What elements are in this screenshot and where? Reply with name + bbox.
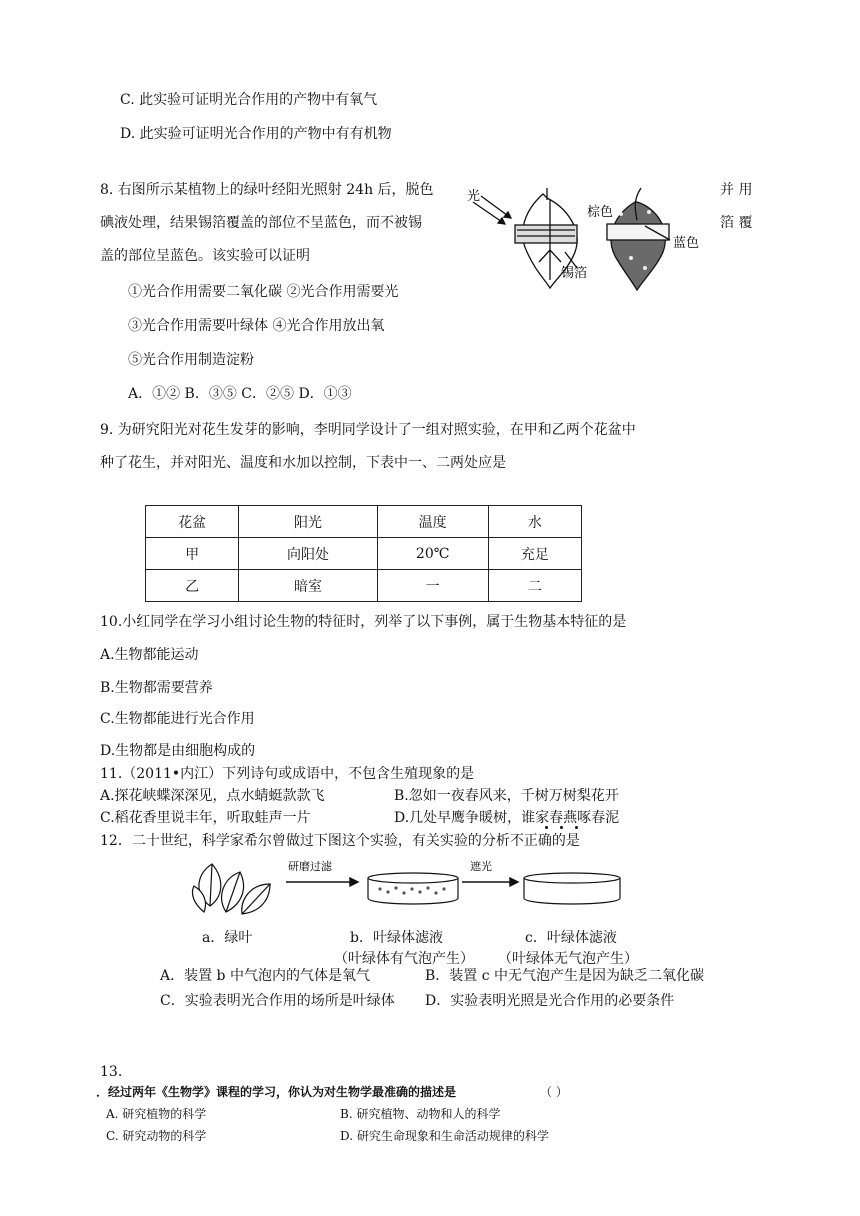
table-row	[146, 538, 582, 570]
q13-option-d: D. 研究生命现象和生命活动规律的科学	[340, 1129, 549, 1143]
table-cell: 二	[488, 570, 581, 602]
petri-dish-icon	[524, 873, 620, 904]
q7-option-c: C. 此实验可证明光合作用的产物中有氧气	[120, 92, 378, 108]
q10-option-c: C.生物都能进行光合作用	[100, 711, 255, 727]
petri-dish-bubbles-icon	[368, 873, 458, 904]
q12-option-d: D．实验表明光照是光合作用的必要条件	[425, 993, 675, 1009]
q11-option-c: C.稻花香里说丰年，听取蛙声一片	[100, 810, 311, 826]
q13-number: 13.	[100, 1064, 123, 1080]
q8-statements-2: ③光合作用需要叶绿体 ④光合作用放出氧	[128, 318, 385, 334]
stained-leaf-icon	[607, 188, 670, 290]
table-cell: 向阳处	[239, 538, 377, 570]
table-header-cell: 阳光	[239, 506, 377, 538]
table-header-cell: 温度	[377, 506, 488, 538]
q11-option-b: B.忽如一夜春风来，千树万树梨花开	[394, 788, 619, 804]
q13-option-b: B. 研究植物、动物和人的科学	[340, 1107, 501, 1121]
q13-option-a: A. 研究植物的科学	[106, 1107, 207, 1121]
hill-experiment-figure	[190, 856, 660, 924]
fig-caption-c: c．叶绿体滤液	[525, 930, 617, 946]
table-cell: 一	[377, 570, 488, 602]
table-cell: 甲	[146, 538, 239, 570]
green-leaves-icon	[192, 864, 270, 914]
q12-stem: 12．二十世纪，科学家希尔曾做过下图这个实验，有关实验的分析不正确的是	[100, 833, 580, 849]
q10-option-b: B.生物都需要营养	[100, 680, 213, 696]
q13-answer-paren: （ ）	[540, 1085, 568, 1099]
q11-option-d: D.几处早鹰争暖树，谁家春燕啄春泥	[394, 810, 620, 826]
q8-statements-1: ①光合作用需要二氧化碳 ②光合作用需要光	[128, 284, 399, 300]
emphasis-dot	[560, 826, 563, 829]
arrow-icon	[462, 878, 518, 886]
q11-stem: 11.（2011•内江）下列诗句或成语中，不包含生殖现象的是	[100, 766, 475, 782]
leaf-experiment-figure	[465, 180, 715, 295]
table-row	[146, 570, 582, 602]
table-cell: 20℃	[377, 538, 488, 570]
table-cell: 乙	[146, 570, 239, 602]
table-header-row	[146, 506, 582, 538]
q8-statements-3: ⑤光合作用制造淀粉	[128, 352, 254, 368]
fig-caption-b: b．叶绿体滤液	[350, 930, 443, 946]
q10-option-a: A.生物都能运动	[100, 647, 199, 663]
q9-stem-line1: 9. 为研究阳光对花生发芽的影响，李明同学设计了一组对照实验，在甲和乙两个花盆中	[100, 422, 636, 438]
q8-stem-line2-right: 箔 覆	[720, 215, 753, 231]
table-cell: 暗室	[239, 570, 377, 602]
q13-option-c: C. 研究动物的科学	[106, 1129, 207, 1143]
q8-stem-line1-right: 并 用	[720, 182, 753, 198]
fig-caption-b-note: （叶绿体有气泡产生）	[334, 951, 474, 967]
table-cell: 充足	[488, 538, 581, 570]
arrow-label-shade: 遮光	[470, 860, 492, 873]
q11-option-a: A.探花峡蝶深深见，点水蜻蜓款款飞	[100, 788, 325, 804]
arrow-icon	[286, 878, 358, 886]
fig-caption-a: a．绿叶	[202, 930, 253, 946]
experiment-table	[145, 505, 582, 602]
emphasis-dot	[575, 826, 578, 829]
q8-stem-line3: 盖的部位呈蓝色。该实验可以证明	[100, 248, 310, 264]
q8-choices: A．①② B．③⑤ C．②⑤ D．①③	[128, 386, 352, 402]
q12-option-a: A．装置 b 中气泡内的气体是氧气	[160, 968, 370, 984]
light-label: 光	[467, 189, 481, 204]
foil-label: 锡箔	[561, 266, 588, 281]
arrow-label-grind: 研磨过滤	[288, 860, 332, 873]
fig-caption-c-note: （叶绿体无气泡产生）	[498, 951, 638, 967]
table-header-cell: 花盆	[146, 506, 239, 538]
blue-label: 蓝色	[673, 236, 700, 251]
emphasis-dot	[545, 826, 548, 829]
table-header-cell: 水	[488, 506, 581, 538]
q8-stem-line1: 8. 右图所示某植物上的绿叶经阳光照射 24h 后，脱色	[100, 182, 434, 198]
q10-stem: 10.小红同学在学习小组讨论生物的特征时，列举了以下事例，属于生物基本特征的是	[100, 614, 627, 630]
q9-stem-line2: 种了花生，并对阳光、温度和水加以控制，下表中一、二两处应是	[100, 455, 506, 471]
q8-stem-line2: 碘液处理，结果锡箔覆盖的部位不呈蓝色，而不被锡	[100, 215, 422, 231]
q10-option-d: D.生物都是由细胞构成的	[100, 743, 256, 759]
q13-stem: ．经过两年《生物学》课程的学习，你认为对生物学最准确的描述是	[96, 1085, 457, 1099]
q12-option-b: B．装置 c 中无气泡产生是因为缺乏二氧化碳	[425, 968, 705, 984]
q12-option-c: C．实验表明光合作用的场所是叶绿体	[160, 993, 395, 1009]
brown-label: 棕色	[587, 205, 614, 220]
q7-option-d: D. 此实验可证明光合作用的产物中有有机物	[120, 126, 392, 142]
